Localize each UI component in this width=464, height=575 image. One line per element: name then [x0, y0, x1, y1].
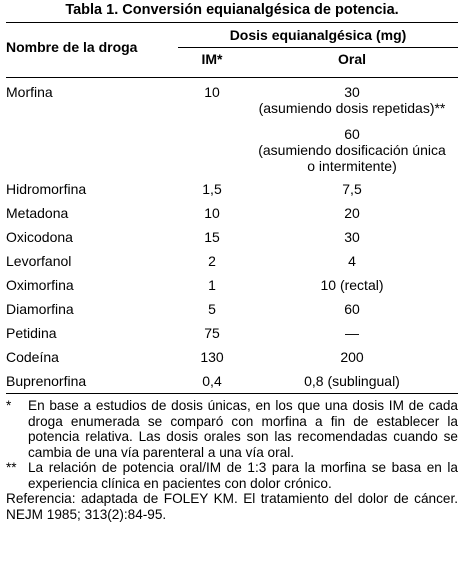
oral-dose: 60: [344, 301, 360, 317]
spacer: [246, 116, 458, 126]
im-dose: 0,4: [202, 373, 222, 389]
im-dose: 10: [204, 205, 220, 221]
table-header: [6, 23, 458, 77]
drug-name: Diamorfina: [6, 301, 74, 317]
drug-name: Metadona: [6, 205, 69, 221]
table-row: [6, 181, 458, 198]
table-title: Tabla 1. Conversión equianalgésica de potencia.: [65, 2, 399, 18]
drug-column-header: Nombre de la droga: [6, 39, 138, 55]
reference: Referencia: adaptada de FOLEY KM. El tratamiento del dolor de cáncer. NEJM 1985; 313(2):84-95.: [6, 491, 458, 522]
oral-dose: 7,5: [342, 181, 362, 197]
im-dose: 1: [208, 277, 216, 293]
oral-column-header: Oral: [337, 51, 366, 67]
footnote-text: En base a estudios de dosis únicas, en los que una dosis IM de cada droga enumerada se comparó con morfina a fin de establecer la potencia relativa. Las dosis orales son las recomendadas cuando se cambia de una vía parenteral a una vía oral.: [28, 398, 458, 460]
im-dose: 5: [208, 301, 216, 317]
footnote: [6, 398, 458, 460]
drug-name: Hidromorfina: [6, 181, 87, 197]
table-row: [6, 301, 458, 318]
im-dose: 2: [208, 253, 216, 269]
im-dose: 15: [204, 229, 220, 245]
drug-name: Petidina: [6, 325, 57, 341]
oral-dose-value-2: 60: [344, 126, 360, 142]
table-row: [6, 253, 458, 270]
table-row: [6, 325, 458, 342]
table-footnotes: [6, 393, 458, 522]
oral-dose: —: [345, 325, 359, 341]
drug-name: Morfina: [6, 84, 53, 100]
oral-dose-note: (asumiendo dosis repetidas)**: [258, 100, 446, 116]
oral-dose: 10 (rectal): [320, 277, 384, 293]
dose-group-header: Dosis equianalgésica (mg): [229, 27, 407, 43]
oral-dose: 0,8 (sublingual): [304, 373, 400, 389]
oral-dose-value: 30: [344, 84, 360, 100]
footnote-mark: **: [6, 460, 17, 475]
drug-name: Oxicodona: [6, 229, 73, 245]
im-column-header: IM*: [201, 51, 223, 67]
drug-name: Oximorfina: [6, 277, 74, 293]
oral-dose: 30: [344, 229, 360, 245]
drug-name: Codeína: [6, 349, 59, 365]
table-row: [6, 205, 458, 222]
table-row: [6, 373, 458, 390]
oral-dose: 4: [348, 253, 356, 269]
im-dose: 10: [204, 84, 220, 100]
dose-group-rule: [178, 47, 458, 48]
drug-name: Levorfanol: [6, 253, 72, 269]
im-dose: 130: [200, 349, 224, 365]
table-row: [6, 229, 458, 246]
table-row: [6, 349, 458, 366]
oral-dose: 200: [340, 349, 364, 365]
oral-dose-note-2b: o intermitente): [307, 158, 397, 174]
im-dose: 1,5: [202, 181, 222, 197]
footnote-text: La relación de potencia oral/IM de 1:3 para la morfina se basa en la experiencia clínica en pacientes con dolor crónico.: [28, 460, 458, 491]
oral-dose-note-2a: (asumiendo dosificación única: [258, 142, 446, 158]
footnote: [6, 460, 458, 491]
oral-dose: 20: [344, 205, 360, 221]
drug-name: Buprenorfina: [6, 373, 87, 389]
oral-dose: [246, 84, 458, 174]
im-dose: 75: [204, 325, 220, 341]
table-row: [6, 277, 458, 294]
footnote-mark: *: [6, 398, 12, 413]
table-row: [6, 84, 458, 174]
table-body: [6, 78, 458, 390]
